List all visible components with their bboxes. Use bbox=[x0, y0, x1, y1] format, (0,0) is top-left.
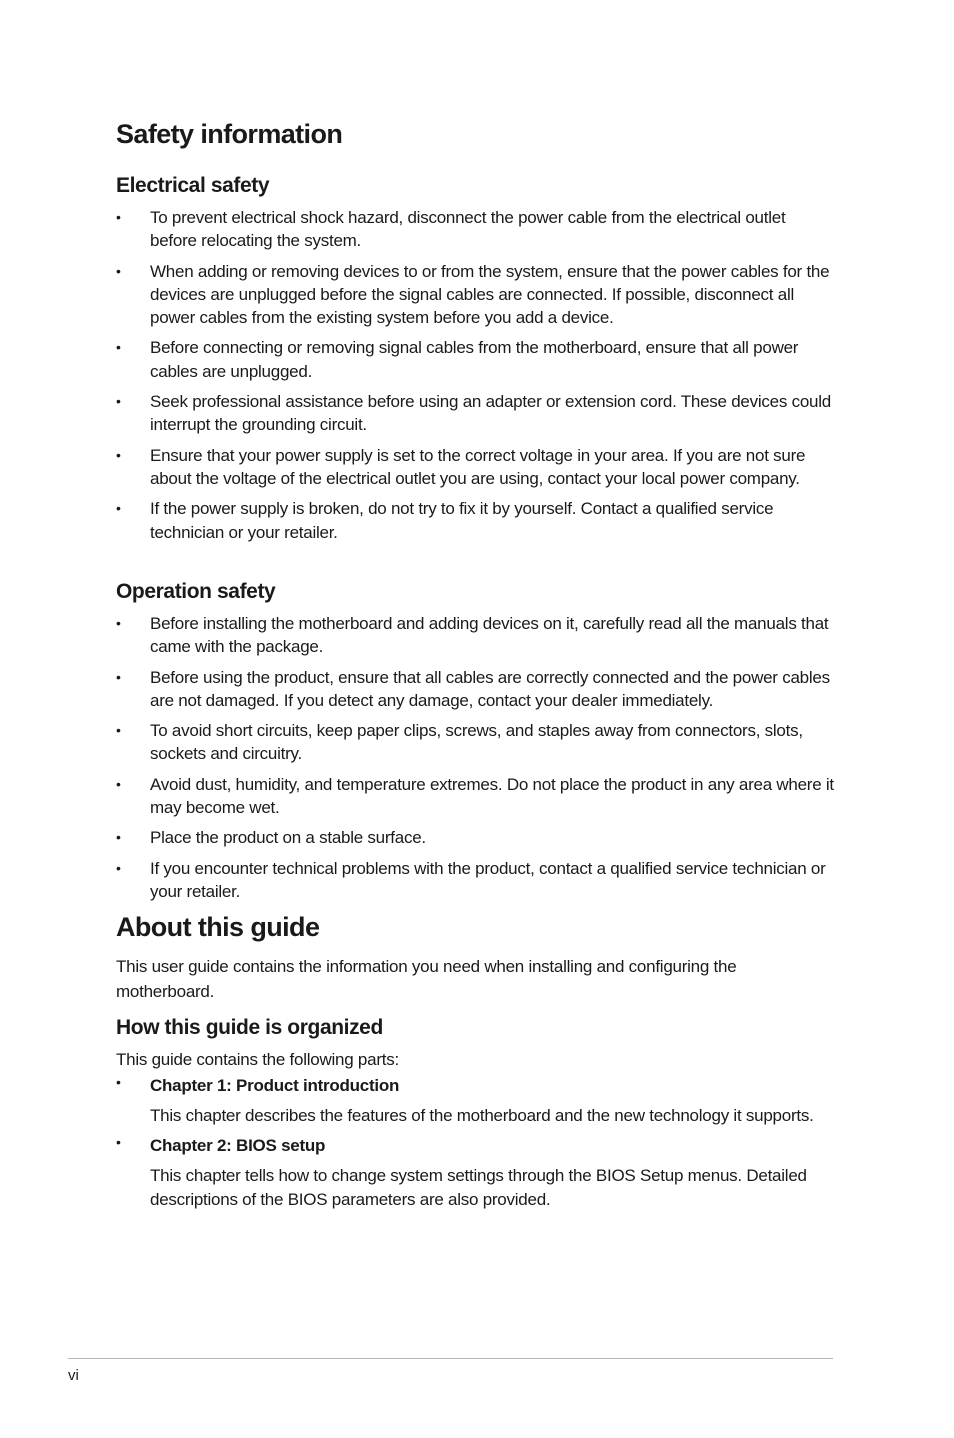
about-guide-title: About this guide bbox=[116, 912, 320, 942]
list-item-text: Ensure that your power supply is set to the correct voltage in your area. If you are not sure about the voltage of the electrical outlet you are using, contact your local power company. bbox=[150, 445, 806, 488]
chapter-description: This chapter describes the features of the motherboard and the new technology it supports. bbox=[150, 1106, 814, 1125]
guide-parts-lead: This guide contains the following parts: bbox=[116, 1050, 399, 1069]
list-item bbox=[116, 444, 836, 491]
about-guide-intro: This user guide contains the information you need when installing and configuring the motherboard. bbox=[116, 957, 737, 1001]
bullet-icon: • bbox=[116, 446, 121, 463]
list-item bbox=[116, 857, 836, 904]
chapter-title: Chapter 1: Product introduction bbox=[150, 1076, 400, 1095]
bullet-icon: • bbox=[116, 1074, 121, 1090]
chapter-description: This chapter tells how to change system settings through the BIOS Setup menus. Detailed descriptions of the BIOS parameters are also provided. bbox=[150, 1166, 807, 1209]
list-item-text: If you encounter technical problems with the product, contact a qualified service technician or your retailer. bbox=[150, 858, 826, 901]
bullet-icon: • bbox=[116, 393, 121, 410]
electrical-safety-list bbox=[116, 206, 836, 551]
list-item bbox=[116, 773, 836, 820]
list-item bbox=[116, 390, 836, 437]
list-item-text: Place the product on a stable surface. bbox=[150, 828, 426, 848]
list-item bbox=[116, 206, 836, 253]
list-item bbox=[116, 719, 836, 766]
bullet-icon: • bbox=[116, 829, 121, 846]
list-item-text: Seek professional assistance before using an adapter or extension cord. These devices could interrupt the grounding circuit. bbox=[150, 392, 831, 435]
footer-divider bbox=[68, 1358, 833, 1359]
list-item bbox=[116, 260, 836, 330]
list-item bbox=[116, 497, 836, 544]
guide-organized-heading: How this guide is organized bbox=[116, 1016, 383, 1039]
bullet-icon: • bbox=[116, 615, 121, 631]
chapter-list bbox=[116, 1074, 836, 1211]
bullet-icon: • bbox=[116, 339, 121, 356]
chapter-item bbox=[116, 1134, 836, 1211]
operation-safety-heading: Operation safety bbox=[116, 580, 276, 603]
list-item bbox=[116, 612, 836, 659]
bullet-icon: • bbox=[116, 1134, 121, 1151]
list-item-text: Avoid dust, humidity, and temperature extremes. Do not place the product in any area where it may become wet. bbox=[150, 774, 834, 818]
bullet-icon: • bbox=[116, 209, 121, 225]
list-item-text: If the power supply is broken, do not try to fix it by yourself. Contact a qualified service technician or your retailer. bbox=[150, 499, 774, 542]
chapter-item bbox=[116, 1074, 836, 1127]
bullet-icon: • bbox=[116, 775, 121, 792]
bullet-icon: • bbox=[116, 859, 121, 876]
bullet-icon: • bbox=[116, 500, 121, 517]
list-item-text: When adding or removing devices to or from the system, ensure that the power cables for the devices are unplugged before the signal cables are connected. If possible, disconnect all power cables from the existing system before you add a device. bbox=[150, 261, 830, 328]
bullet-icon: • bbox=[116, 262, 121, 279]
bullet-icon: • bbox=[116, 668, 121, 685]
operation-safety-list bbox=[116, 612, 836, 910]
list-item bbox=[116, 666, 836, 713]
list-item-text: To prevent electrical shock hazard, disconnect the power cable from the electrical outlet before relocating the system. bbox=[150, 208, 786, 251]
chapter-title: Chapter 2: BIOS setup bbox=[150, 1136, 326, 1156]
list-item-text: Before connecting or removing signal cables from the motherboard, ensure that all power cables are unplugged. bbox=[150, 338, 799, 381]
bullet-icon: • bbox=[116, 722, 121, 739]
list-item bbox=[116, 826, 836, 849]
electrical-safety-heading: Electrical safety bbox=[116, 174, 270, 197]
page-number: vi bbox=[68, 1367, 79, 1384]
list-item-text: To avoid short circuits, keep paper clips, screws, and staples away from connectors, slots, sockets and circuitry. bbox=[150, 721, 803, 764]
list-item-text: Before installing the motherboard and adding devices on it, carefully read all the manuals that came with the package. bbox=[150, 614, 829, 657]
list-item bbox=[116, 336, 836, 383]
safety-information-title: Safety information bbox=[116, 119, 343, 149]
list-item-text: Before using the product, ensure that all cables are correctly connected and the power cables are not damaged. If you detect any damage, contact your dealer immediately. bbox=[150, 667, 830, 710]
